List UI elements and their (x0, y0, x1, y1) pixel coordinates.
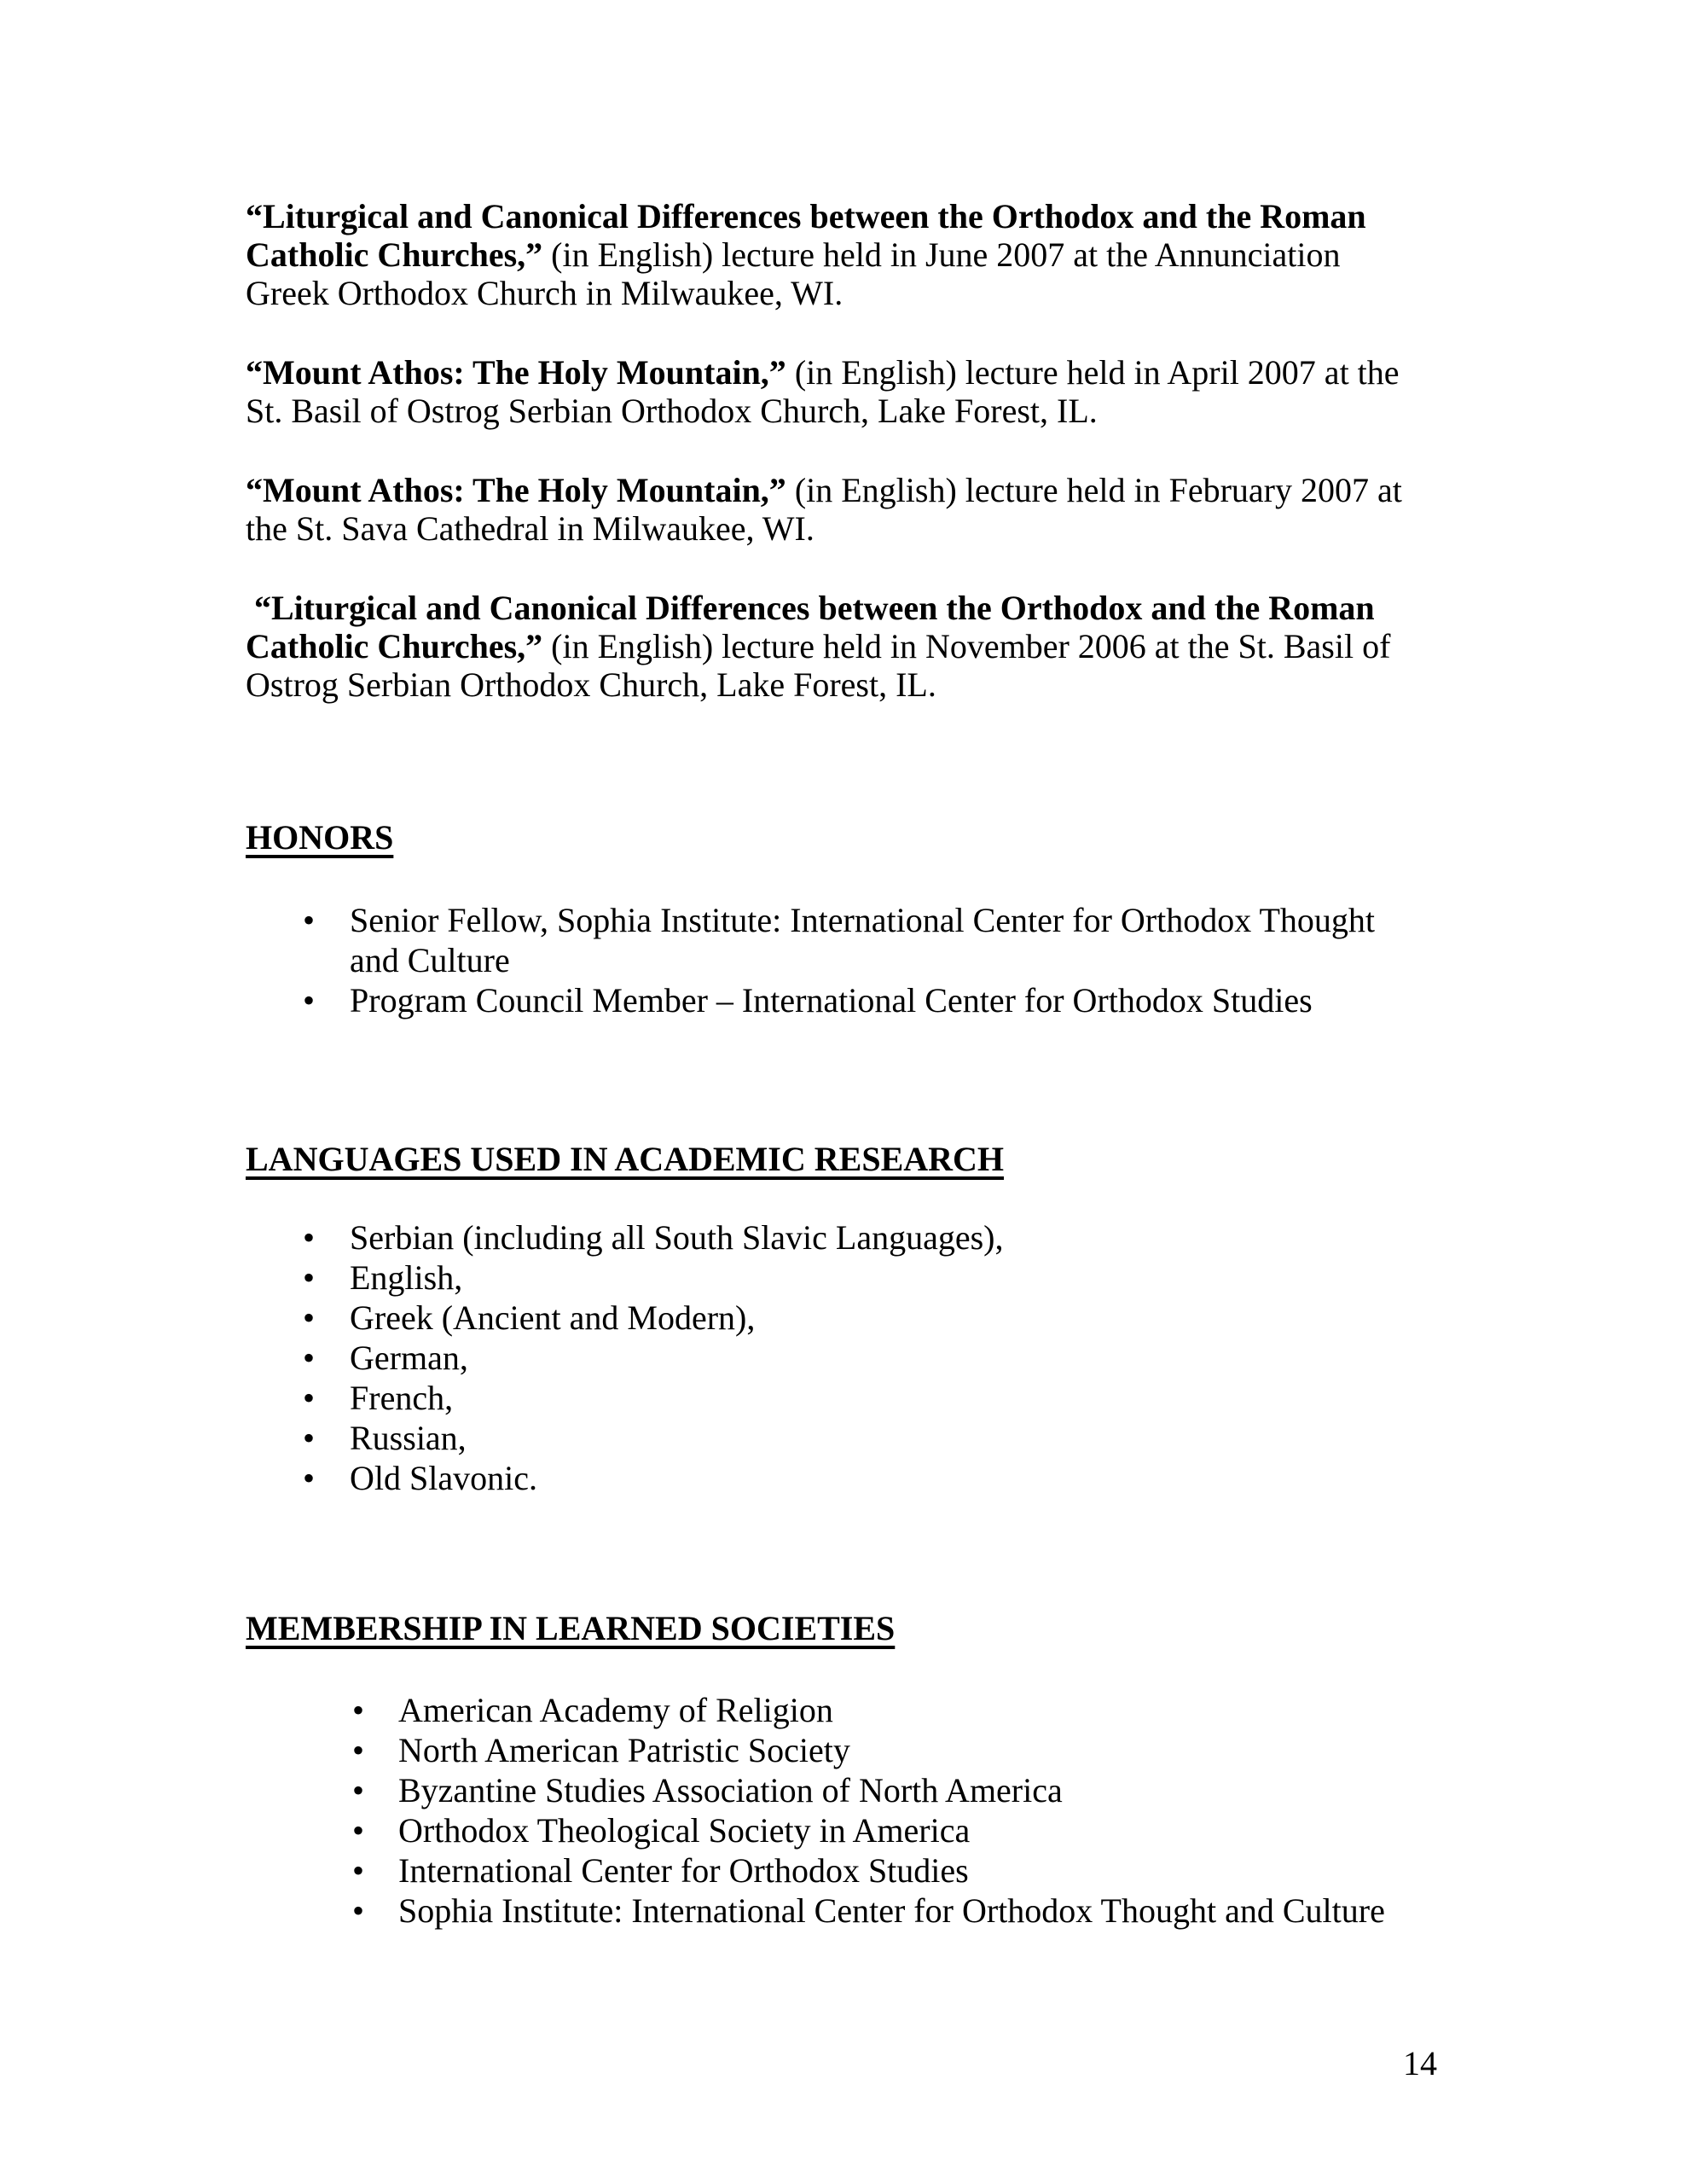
list-item (246, 1258, 1491, 1298)
list-item (246, 1810, 1491, 1850)
honors-section (246, 818, 1491, 1020)
list-item-text: International Center for Orthodox Studies (398, 1851, 969, 1890)
bullet-icon: • (352, 1691, 365, 1729)
lecture-paragraph-2 (246, 353, 1491, 430)
list-item (246, 1458, 1491, 1498)
languages-heading (246, 1140, 1491, 1178)
text-line (246, 197, 1491, 235)
lecture-title: Catholic Churches,” (246, 235, 543, 274)
bullet-icon: • (352, 1771, 365, 1809)
lecture-paragraph-1 (246, 197, 1491, 312)
list-item (246, 1298, 1491, 1338)
bullet-icon: • (303, 1258, 316, 1297)
list-item (246, 1217, 1491, 1258)
list-item-text: English, (350, 1258, 463, 1297)
list-item-text: Russian, (350, 1419, 467, 1457)
text-line (246, 589, 1491, 627)
list-item (246, 1338, 1491, 1378)
text-line: “Mount Athos: The Holy Mountain,” (in English) lecture held in February 2007 at (246, 471, 1402, 509)
list-item-text: Serbian (including all South Slavic Languages), (350, 1218, 1004, 1257)
list-item (246, 980, 1491, 1020)
list-item-text: German, (350, 1339, 468, 1377)
text-line: Catholic Churches,” (in English) lecture held in June 2007 at the Annunciation (246, 235, 1341, 274)
text-line: Greek Orthodox Church in Milwaukee, WI. (246, 274, 844, 312)
lecture-title: Catholic Churches,” (246, 627, 543, 665)
bullet-icon: • (303, 1419, 316, 1457)
bullet-icon: • (303, 1298, 316, 1337)
lecture-paragraph-4 (246, 589, 1491, 704)
list-item-text: Greek (Ancient and Modern), (350, 1298, 756, 1337)
text-line: Ostrog Serbian Orthodox Church, Lake Forest, IL. (246, 665, 936, 704)
bullet-icon: • (303, 1379, 316, 1417)
lecture-paragraph-3 (246, 471, 1491, 548)
list-item-text: French, (350, 1379, 454, 1417)
list-item-text: Program Council Member – International Center for Orthodox Studies (350, 981, 1313, 1019)
list-item-text: North American Patristic Society (398, 1731, 850, 1769)
lecture-title: “Liturgical and Canonical Differences between the Orthodox and the Roman (246, 589, 1375, 627)
list-item-text: Orthodox Theological Society in America (398, 1811, 971, 1850)
text-line: Catholic Churches,” (in English) lecture held in November 2006 at the St. Basil of (246, 627, 1391, 665)
lecture-title: “Liturgical and Canonical Differences between the Orthodox and the Roman (246, 197, 1366, 235)
bullet-icon: • (352, 1891, 365, 1930)
list-item-text: and Culture (350, 941, 510, 979)
list-item (246, 1418, 1491, 1458)
list-item (246, 1891, 1491, 1931)
list-item (246, 1770, 1491, 1810)
list-item-text: Byzantine Studies Association of North America (398, 1771, 1063, 1809)
list-item-text: Sophia Institute: International Center for Orthodox Thought and Culture (398, 1891, 1385, 1930)
list-item (246, 900, 1491, 980)
bullet-icon: • (352, 1731, 365, 1769)
bullet-icon: • (303, 1339, 316, 1377)
list-item (246, 1690, 1491, 1730)
lecture-title: “Mount Athos: The Holy Mountain,” (246, 471, 786, 509)
list-item (246, 1730, 1491, 1770)
languages-section (246, 1140, 1491, 1498)
honors-list (246, 900, 1491, 1020)
text-line: the St. Sava Cathedral in Milwaukee, WI. (246, 509, 815, 548)
membership-list (246, 1690, 1491, 1931)
bullet-icon: • (303, 981, 316, 1019)
bullet-icon: • (352, 1851, 365, 1890)
list-item (246, 1378, 1491, 1418)
membership-section (246, 1609, 1491, 1931)
heading-text: MEMBERSHIP IN LEARNED SOCIETIES (246, 1609, 896, 1647)
list-item (246, 1850, 1491, 1891)
heading-text: LANGUAGES USED IN ACADEMIC RESEARCH (246, 1140, 1005, 1178)
heading-text: HONORS (246, 818, 394, 857)
text-line: St. Basil of Ostrog Serbian Orthodox Church, Lake Forest, IL. (246, 392, 1098, 430)
bullet-icon: • (303, 1218, 316, 1257)
bullet-icon: • (303, 1459, 316, 1497)
page-number: 14 (1403, 2044, 1437, 2082)
bullet-icon: • (303, 901, 316, 939)
honors-heading (246, 818, 1491, 857)
list-item-text: Senior Fellow, Sophia Institute: International Center for Orthodox Thought (350, 901, 1376, 939)
list-item-text: Old Slavonic. (350, 1459, 537, 1497)
text-line: “Mount Athos: The Holy Mountain,” (in English) lecture held in April 2007 at the (246, 353, 1400, 392)
bullet-icon: • (352, 1811, 365, 1850)
languages-list (246, 1217, 1491, 1498)
list-item-text: American Academy of Religion (398, 1691, 833, 1729)
membership-heading (246, 1609, 1491, 1647)
lecture-title: “Mount Athos: The Holy Mountain,” (246, 353, 786, 392)
